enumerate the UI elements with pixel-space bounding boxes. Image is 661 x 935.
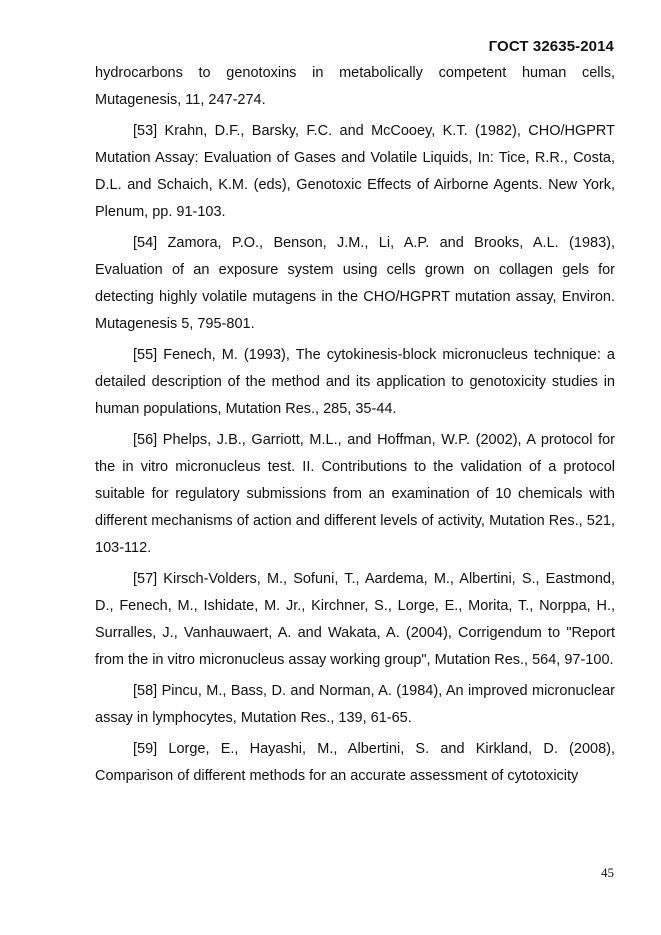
- reference-55: [55] Fenech, M. (1993), The cytokinesis-block micronucleus technique: a detailed description of the method and its application to genotoxicity studies in human populations, Mutation Res., 285, 35-44.: [95, 347, 615, 417]
- reference-58: [58] Pincu, M., Bass, D. and Norman, A. (1984), An improved micronuclear assay in lymphocytes, Mutation Res., 139, 61-65.: [95, 683, 615, 726]
- reference-56: [56] Phelps, J.B., Garriott, M.L., and Hoffman, W.P. (2002), A protocol for the in vitro micronucleus test. II. Contributions to the validation of a protocol suitable for regulatory submissions from an examination of 10 chemicals with different mechanisms of action and different levels of activity, Mutation Res., 521, 103-112.: [95, 432, 615, 556]
- reference-53: [53] Krahn, D.F., Barsky, F.C. and McCooey, K.T. (1982), CHO/HGPRT Mutation Assay: Evaluation of Gases and Volatile Liquids, In: Tice, R.R., Costa, D.L. and Schaich, K.M. (eds), Genotoxic Effects of Airborne Agents. New York, Plenum, pp. 91-103.: [95, 123, 615, 220]
- reference-54: [54] Zamora, P.O., Benson, J.M., Li, A.P. and Brooks, A.L. (1983), Evaluation of an exposure system using cells grown on collagen gels for detecting highly volatile mutagens in the CHO/HGPRT mutation assay, Environ. Mutagenesis 5, 795-801.: [95, 235, 615, 332]
- references-body: [95, 60, 615, 790]
- page-number: 45: [601, 865, 614, 880]
- reference-57: [57] Kirsch-Volders, M., Sofuni, T., Aardema, M., Albertini, S., Eastmond, D., Fenech, M., Ishidate, M. Jr., Kirchner, S., Lorge, E., Morita, T., Norppa, H., Surralles, J., Vanhauwaert, A. and Wakata, A. (2004), Corrigendum to "Report from the in vitro micronucleus assay working group", Mutation Res., 564, 97-100.: [95, 571, 615, 668]
- standard-header: ГОСТ 32635-2014: [488, 38, 614, 55]
- reference-continuation: hydrocarbons to genotoxins in metabolically competent human cells, Mutagenesis, 11, 247-274.: [95, 65, 615, 108]
- reference-59: [59] Lorge, E., Hayashi, M., Albertini, S. and Kirkland, D. (2008), Comparison of different methods for an accurate assessment of cytotoxicity: [95, 741, 615, 784]
